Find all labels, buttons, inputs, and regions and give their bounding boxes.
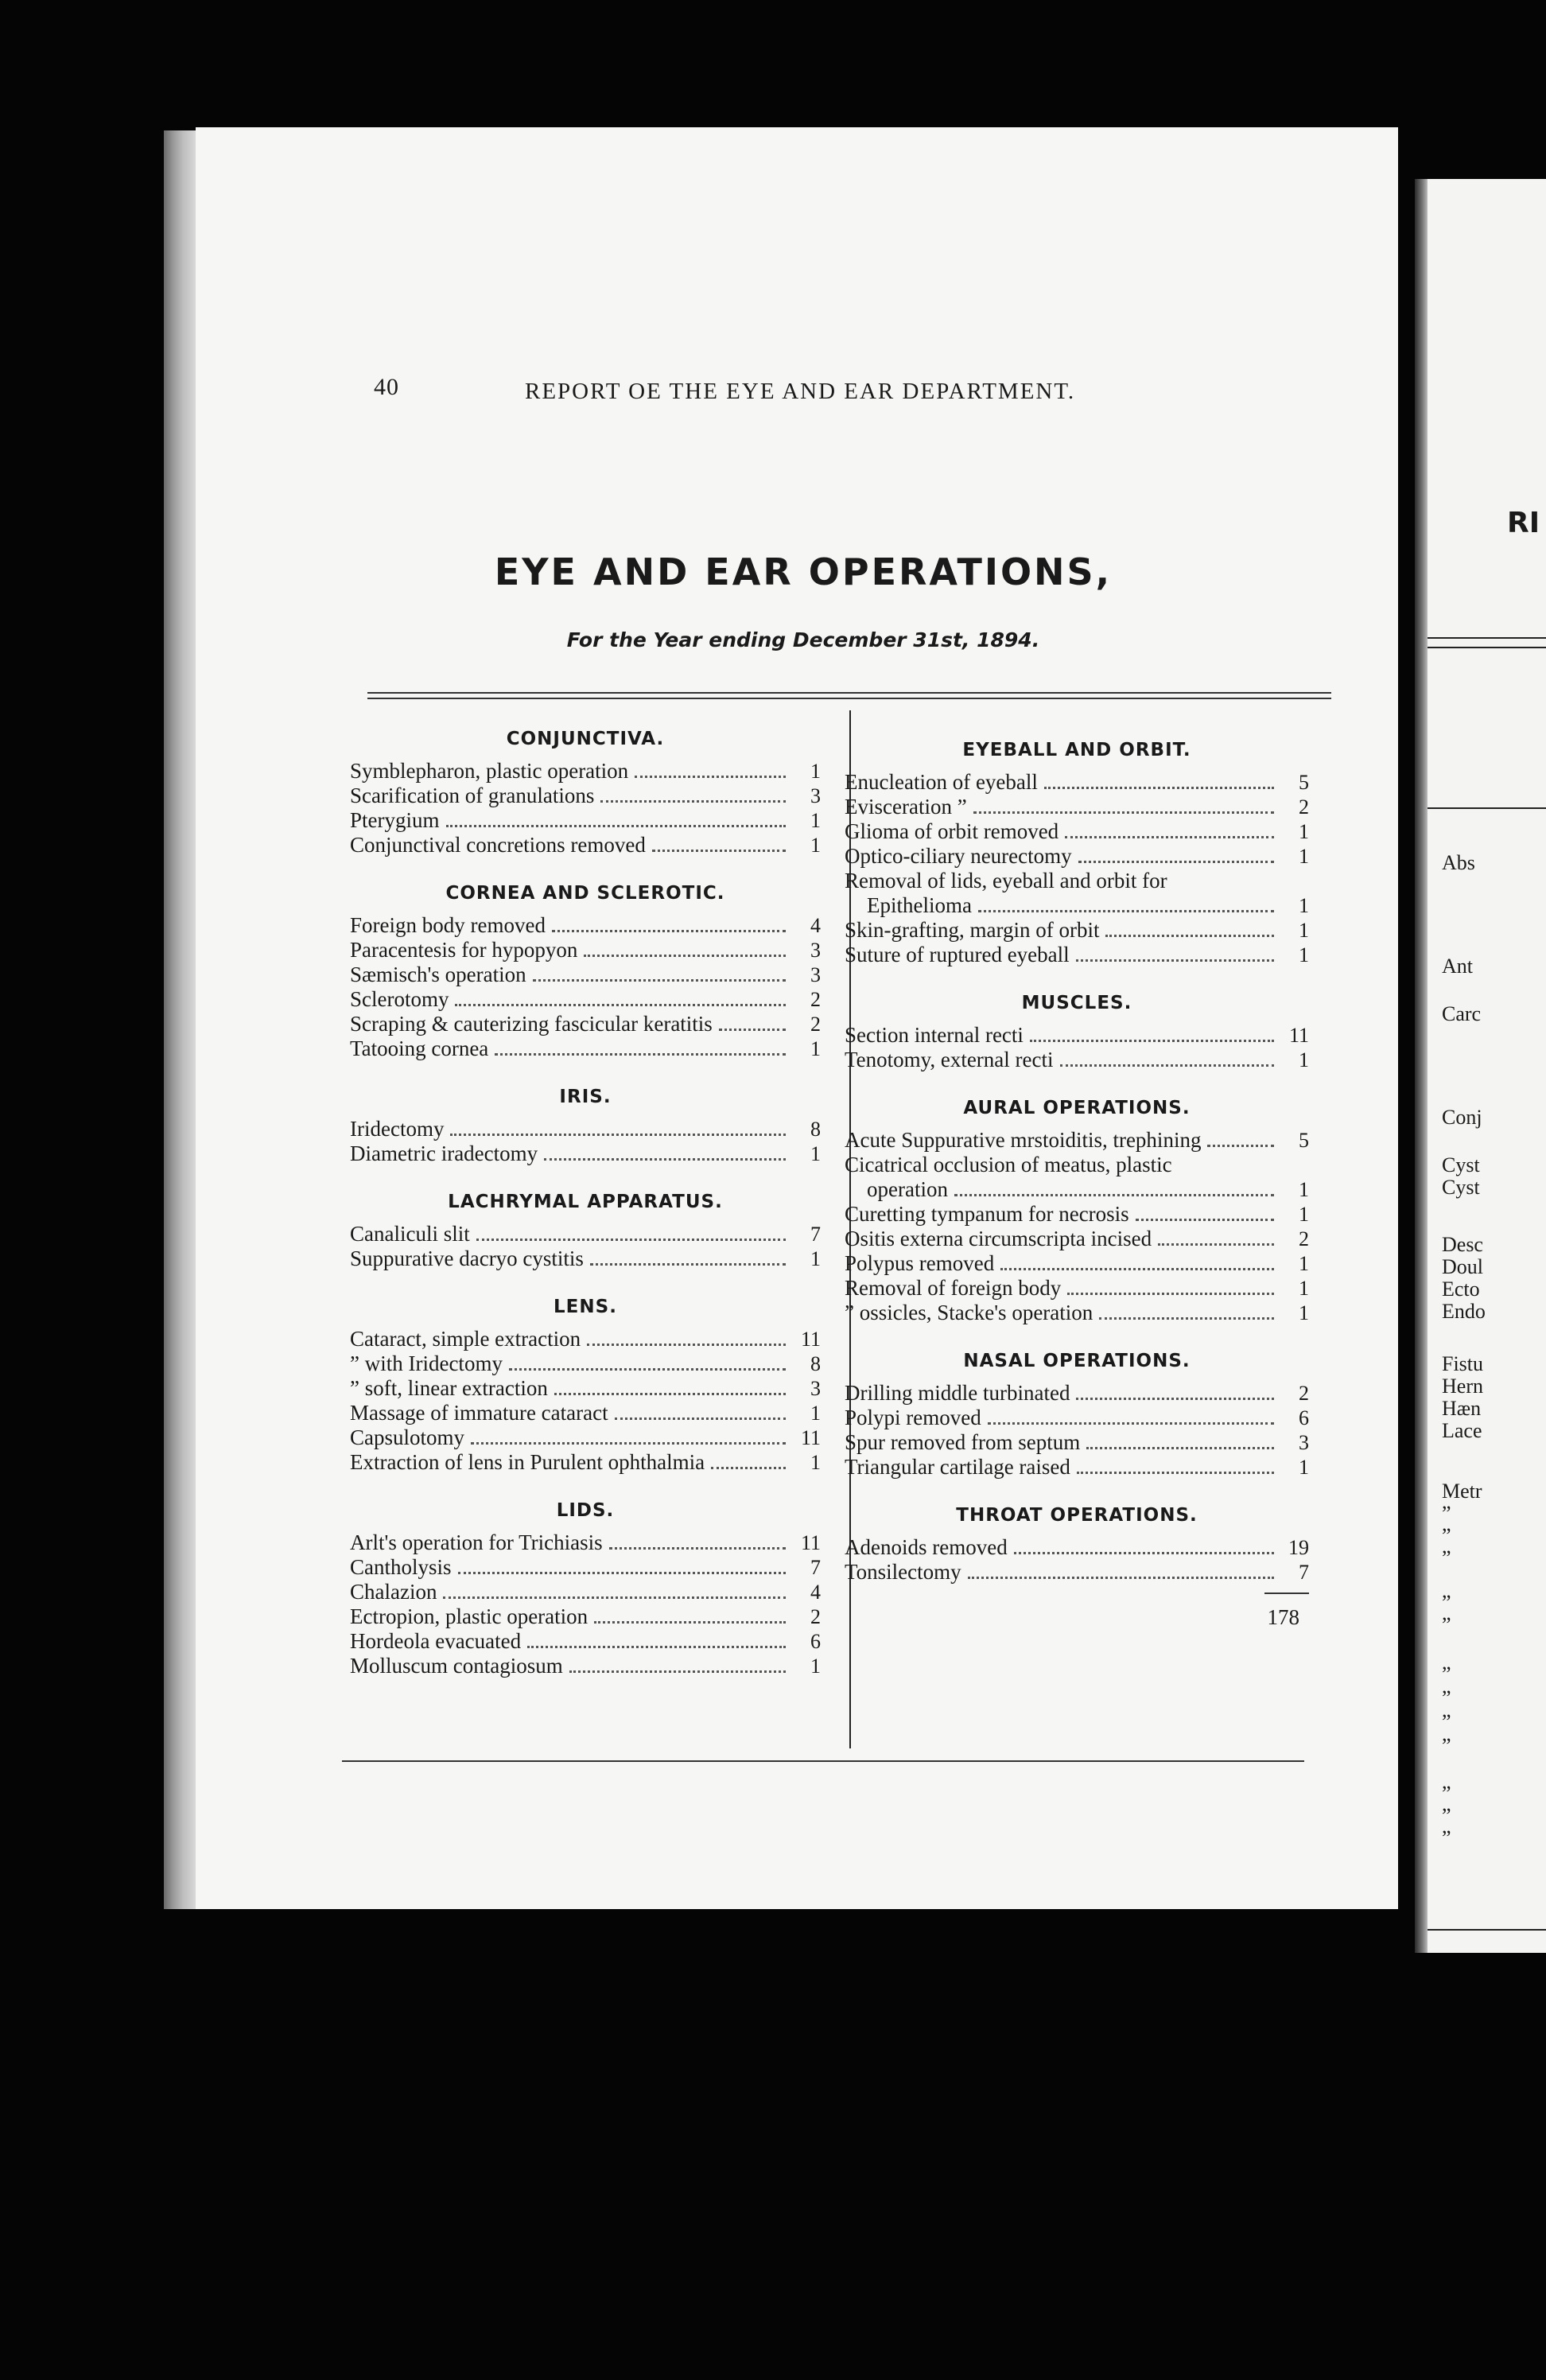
operation-label: Evisceration ” [845,795,967,819]
facing-page-fragment: Ant [1442,955,1473,978]
leader-dots [1099,1317,1274,1320]
leader-dots [552,930,786,932]
leader-dots [1078,861,1274,863]
operation-count: 6 [1299,1406,1309,1429]
leader-dots [973,811,1274,814]
operation-row [845,795,1309,819]
operation-count: 1 [1299,1301,1309,1324]
operation-label: Drilling middle turbinated [845,1381,1070,1405]
leader-dots [600,800,786,803]
page-title: EYE AND EAR OPERATIONS, [494,550,1113,593]
section-heading: LIDS. [556,1500,615,1521]
leader-dots [533,979,786,982]
operation-row [350,913,821,938]
operation-row [845,1455,1309,1480]
leader-dots [509,1368,786,1371]
operation-count: 1 [1299,943,1309,966]
operation-label: Chalazion [350,1580,437,1604]
operation-row [350,833,821,858]
operation-row [350,938,821,962]
operation-count: 1 [1299,1456,1309,1479]
operation-label: Curetting tympanum for necrosis [845,1202,1129,1226]
operation-count: 1 [1299,1048,1309,1071]
leader-dots [968,1577,1274,1579]
operation-count: 1 [810,809,821,832]
operation-count: 2 [1299,1227,1309,1250]
operation-count: 4 [810,914,821,937]
leader-dots [954,1194,1274,1196]
leader-dots [1077,1472,1274,1474]
operation-row [350,1425,821,1450]
operation-row [845,1535,1309,1560]
operation-row [845,1381,1309,1406]
operation-label: Conjunctival concretions removed [350,833,646,857]
leader-dots [615,1418,786,1420]
leader-dots [443,1596,786,1599]
leader-dots [988,1422,1274,1425]
section-heading: CONJUNCTIVA. [506,729,665,749]
operation-count: 3 [1299,1431,1309,1454]
operation-row [350,1012,821,1036]
operation-count: 1 [1299,894,1309,917]
operation-label: Spur removed from septum [845,1430,1081,1454]
operation-row [350,1036,821,1061]
section-heading: AURAL OPERATIONS. [963,1098,1191,1118]
operation-label: Ositis externa circumscripta incised [845,1227,1152,1250]
leader-dots [476,1239,786,1241]
operation-count: 2 [810,1605,821,1628]
operation-label: Adenoids removed [845,1535,1008,1559]
leader-dots [1000,1268,1274,1270]
facing-page [1428,179,1546,1953]
facing-page-fragment: Doul [1442,1255,1483,1278]
section-heading: EYEBALL AND ORBIT. [962,740,1191,760]
section-heading: LENS. [554,1297,617,1317]
operation-count: 3 [810,1377,821,1400]
book-spine [1415,179,1428,1953]
facing-page-fragment: ” [1442,1662,1451,1686]
operation-count: 5 [1299,771,1309,794]
section-heading: LACHRYMAL APPARATUS. [448,1192,723,1212]
operation-row [845,770,1309,795]
operation-row [350,1580,821,1604]
operation-count: 2 [1299,1382,1309,1405]
operation-count: 11 [800,1328,821,1351]
operation-count: 7 [810,1223,821,1246]
leader-dots [1105,935,1274,937]
facing-page-fragment: Desc [1442,1233,1483,1256]
leader-dots [1136,1219,1274,1221]
operation-row [845,1430,1309,1455]
leader-dots [1044,787,1274,789]
leader-dots [569,1670,786,1673]
double-rule [367,692,1331,703]
operation-count: 7 [810,1556,821,1579]
operation-count: 2 [810,1013,821,1036]
operation-label: Canaliculi slit [350,1222,470,1246]
operation-row [350,1604,821,1629]
operation-row [350,1401,821,1425]
leader-dots [1067,1293,1274,1295]
operation-row [350,1222,821,1246]
operation-count: 1 [1299,1277,1309,1300]
operation-row [845,1023,1309,1048]
operation-row [350,1246,821,1271]
operation-row [845,1177,1309,1202]
operation-count: 1 [810,1655,821,1678]
operation-count: 2 [1299,795,1309,819]
facing-page-fragment: Conj [1442,1106,1482,1129]
leader-dots [554,1393,786,1395]
operation-label: Tatooing cornea [350,1036,489,1060]
operation-row [845,943,1309,967]
operation-label: operation [867,1177,948,1201]
leader-dots [587,1344,786,1346]
operation-row [350,1450,821,1475]
running-title: REPORT OE THE EYE AND EAR DEPARTMENT. [525,379,1076,404]
operation-count: 2 [810,988,821,1011]
operation-label: Suture of ruptured eyeball [845,943,1070,966]
facing-page-fragment: ” [1442,1546,1451,1569]
leader-dots [652,850,786,852]
operation-count: 1 [810,1402,821,1425]
operation-count: 1 [1299,845,1309,868]
leader-dots [1065,836,1274,838]
operation-label: Capsulotomy [350,1425,465,1449]
operation-count: 1 [810,1142,821,1165]
operation-label: Diametric iradectomy [350,1141,538,1165]
facing-page-fragment: Abs [1442,851,1475,874]
operation-label: Epithelioma [867,893,972,917]
operation-label: Removal of lids, eyeball and orbit for [845,869,1167,892]
operation-label: Tenotomy, external recti [845,1048,1054,1071]
leader-dots [1060,1064,1275,1067]
operation-label: Triangular cartilage raised [845,1455,1070,1479]
operation-label: Paracentesis for hypopyon [350,938,578,962]
operation-count: 1 [810,760,821,783]
leader-dots [1014,1552,1274,1554]
operation-row [350,962,821,987]
facing-page-fragment: ” [1442,1502,1451,1525]
leader-dots [978,910,1274,912]
operation-row [350,759,821,784]
operation-label: Acute Suppurative mrstoiditis, trephining [845,1128,1202,1152]
operation-row [350,1654,821,1678]
operation-row [845,844,1309,869]
facing-rule [1428,1929,1546,1931]
operation-label: Cicatrical occlusion of meatus, plastic [845,1153,1172,1176]
section-heading: CORNEA AND SCLEROTIC. [445,883,725,904]
leader-dots [495,1053,786,1056]
operation-label: Molluscum contagiosum [350,1654,563,1678]
operation-label: Scraping & cauterizing fascicular keratitis [350,1012,713,1036]
grand-total: 178 [1267,1605,1299,1629]
operation-count: 5 [1299,1129,1309,1152]
leader-dots [594,1621,786,1624]
facing-rule [1428,647,1546,648]
facing-page-fragment: Ecto [1442,1278,1480,1301]
facing-page-fragment: ” [1442,1524,1451,1547]
page-edge [164,130,196,1909]
operation-row [350,784,821,808]
facing-page-fragment: Cyst [1442,1153,1480,1176]
facing-page-fragment: Lace [1442,1419,1482,1442]
leader-dots [584,955,786,957]
page-subtitle: For the Year ending December 31st, 1894. [566,628,1040,651]
operation-label: Suppurative dacryo cystitis [350,1246,584,1270]
facing-page-fragment: ” [1442,1734,1451,1757]
operation-count: 11 [800,1531,821,1554]
operation-count: 8 [810,1352,821,1375]
operation-label: Ectropion, plastic operation [350,1604,588,1628]
facing-page-fragment: ” [1442,1686,1451,1709]
operation-count: 3 [810,784,821,807]
section-heading: MUSCLES. [1021,993,1132,1013]
operation-count: 4 [810,1581,821,1604]
operation-row [845,1128,1309,1153]
operation-row [845,1227,1309,1251]
operation-count: 1 [810,1451,821,1474]
operation-row [845,1301,1309,1325]
operation-label: Tonsilectomy [845,1560,961,1584]
operation-label: Scarification of granulations [350,784,595,807]
total-rule [1264,1592,1309,1594]
bottom-rule [342,1760,1304,1762]
operation-label: Section internal recti [845,1023,1024,1047]
left-column [350,729,821,1678]
operation-row [350,1351,821,1376]
operation-row [350,1629,821,1654]
operation-count: 19 [1288,1536,1309,1559]
operation-label: Foreign body removed [350,913,546,937]
operation-row [350,987,821,1012]
operation-label: Massage of immature cataract [350,1401,608,1425]
facing-page-fragment: Fistu [1442,1352,1484,1375]
operation-label: Polypi removed [845,1406,981,1429]
facing-page-fragment: ” [1442,1613,1451,1636]
operation-row [845,819,1309,844]
operation-count: 1 [1299,1178,1309,1201]
operation-label: Glioma of orbit removed [845,819,1059,843]
leader-dots [544,1158,786,1161]
operation-label: Sæmisch's operation [350,962,526,986]
section-heading: NASAL OPERATIONS. [963,1351,1191,1371]
facing-page-fragment: Hæn [1442,1397,1482,1420]
leader-dots [719,1029,786,1031]
leader-dots [711,1467,786,1469]
leader-dots [450,1134,786,1136]
leader-dots [1076,959,1274,962]
operation-label: Symblepharon, plastic operation [350,759,629,783]
leader-dots [455,1004,786,1006]
operation-row [350,1327,821,1351]
operation-row [350,1141,821,1166]
leader-dots [609,1547,786,1550]
facing-page-fragment: ” [1442,1591,1451,1614]
facing-page-fragment: ” [1442,1826,1451,1849]
leader-dots [1158,1243,1274,1246]
facing-page-title: RI [1507,507,1540,539]
operation-count: 1 [1299,1252,1309,1275]
operation-row [350,1530,821,1555]
leader-dots [1086,1447,1274,1449]
operation-row [845,1153,1309,1177]
facing-page-fragment: Hern [1442,1375,1483,1398]
operation-label: Enucleation of eyeball [845,770,1038,794]
operation-row [350,1117,821,1141]
operation-label: Arlt's operation for Trichiasis [350,1530,603,1554]
operation-row [845,893,1309,918]
operation-row [350,808,821,833]
operation-label: Sclerotomy [350,987,449,1011]
operation-row [845,869,1309,893]
operation-row [350,1376,821,1401]
facing-page-fragment: Metr [1442,1480,1482,1503]
operation-label: Extraction of lens in Purulent ophthalmia [350,1450,705,1474]
operation-count: 3 [810,939,821,962]
facing-rule [1428,637,1546,639]
leader-dots [527,1646,786,1648]
leader-dots [590,1263,786,1266]
operation-label: Hordeola evacuated [350,1629,522,1653]
facing-page-fragment: Cyst [1442,1176,1480,1199]
operation-row [845,918,1309,943]
leader-dots [1207,1145,1274,1147]
section-heading: IRIS. [559,1087,612,1107]
operation-label: Removal of foreign body [845,1276,1062,1300]
facing-rule [1428,807,1546,809]
operation-label: Optico-ciliary neurectomy [845,844,1072,868]
operation-label: Iridectomy [350,1117,445,1141]
operation-row [845,1276,1309,1301]
leader-dots [458,1572,786,1574]
facing-page-fragment: Carc [1442,1002,1482,1025]
operation-count: 1 [810,834,821,857]
right-column [845,740,1309,1630]
operation-label: ” ossicles, Stacke's operation [845,1301,1093,1324]
running-header [374,374,1296,414]
operation-count: 1 [1299,820,1309,843]
operation-count: 1 [1299,919,1309,942]
operation-row [845,1560,1309,1585]
operation-label: Skin-grafting, margin of orbit [845,918,1100,942]
operation-count: 1 [810,1037,821,1060]
operation-count: 1 [810,1247,821,1270]
facing-page-fragment: ” [1442,1710,1451,1733]
leader-dots [1076,1398,1274,1400]
operation-row [845,1048,1309,1072]
operation-row [350,1555,821,1580]
operation-label: Pterygium [350,808,440,832]
operation-label: Cataract, simple extraction [350,1327,581,1351]
operation-count: 1 [1299,1203,1309,1226]
operation-label: ” soft, linear extraction [350,1376,548,1400]
leader-dots [1030,1040,1274,1042]
operation-row [845,1202,1309,1227]
leader-dots [471,1442,786,1445]
operation-count: 3 [810,963,821,986]
operation-label: ” with Iridectomy [350,1351,503,1375]
leader-dots [446,825,787,827]
operation-label: Cantholysis [350,1555,452,1579]
operation-count: 8 [810,1118,821,1141]
operation-count: 11 [1288,1024,1309,1047]
facing-page-fragment: Endo [1442,1300,1486,1323]
operation-count: 6 [810,1630,821,1653]
leader-dots [635,776,786,778]
page-number: 40 [374,374,399,400]
operation-count: 7 [1299,1561,1309,1584]
facing-page-fragment: ” [1442,1804,1451,1827]
section-heading: THROAT OPERATIONS. [956,1505,1198,1526]
operation-label: Polypus removed [845,1251,995,1275]
operation-row [845,1251,1309,1276]
operation-row [845,1406,1309,1430]
facing-page-fragment: ” [1442,1782,1451,1805]
operation-count: 11 [800,1426,821,1449]
